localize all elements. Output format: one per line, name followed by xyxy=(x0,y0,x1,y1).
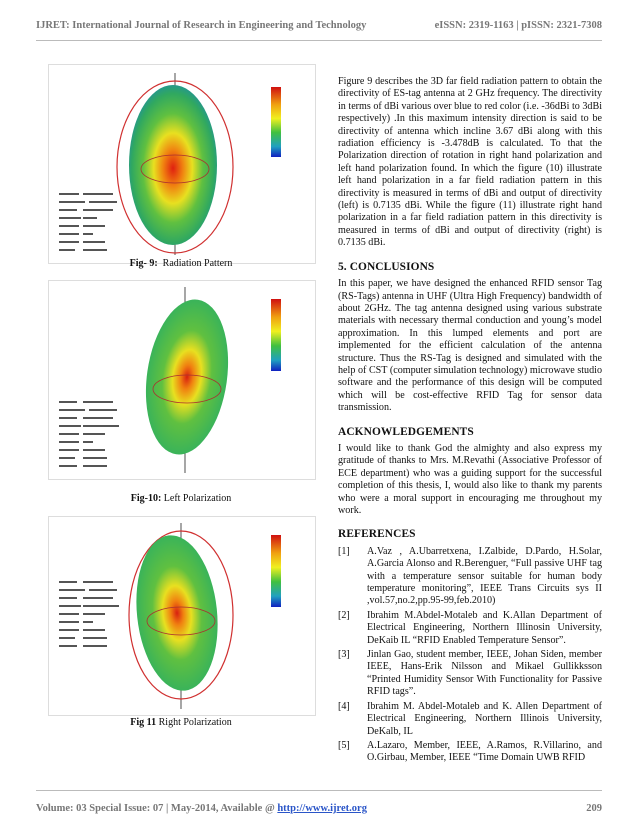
reference-text: A.Vaz , A.Ubarretxena, I.Zalbide, D.Pardo, H.Solar, A.Garcia Alonso and R.Berenguer, “Full passive UHF tag with a temperature sensor suitable for human body temperature monitoring”, IEEE Trans Circuits sys II ,vol.57,no.2,pp.95-99,feb.2010) xyxy=(367,545,602,607)
reference-item xyxy=(338,546,602,608)
page-number: 209 xyxy=(586,803,602,814)
figure-11-caption xyxy=(48,717,314,728)
reference-number: [4] xyxy=(338,700,350,712)
reference-number: [5] xyxy=(338,739,350,751)
figure-10-caption xyxy=(48,493,314,504)
figure-caption-text: Right Polarization xyxy=(158,717,232,728)
issn: eISSN: 2319-1163 | pISSN: 2321-7308 xyxy=(434,20,602,31)
left-polarization-plot xyxy=(49,281,315,479)
reference-text: Ibrahim M. Abdel-Motaleb and K. Allen Department of Electrical Engineering, Northern Illinois University, DeKalb, IL xyxy=(367,700,602,737)
right-polarization-plot xyxy=(49,517,315,715)
figure-10-image xyxy=(48,280,316,480)
header-rule xyxy=(36,40,602,41)
footer-volume xyxy=(36,803,367,814)
reference-text: Ibrahim M.Abdel-Motaleb and K.Allan Department of Electrical Engineering, Northern Illinosin University, DeKaib IL “RFID Enabled Temperature Sensor”. xyxy=(367,609,602,646)
figure-9-caption xyxy=(48,258,314,269)
radiation-pattern-plot xyxy=(49,65,315,263)
footer-text: Volume: 03 Special Issue: 07 | May-2014, Available @ xyxy=(36,803,278,814)
reference-number: [2] xyxy=(338,609,350,621)
conclusions-heading: 5. CONCLUSIONS xyxy=(338,260,435,273)
reference-text: Jinlan Gao, student member, IEEE, Johan Siden, member IEEE, Hans-Erik Nilsson and Mikael Gullikksson “Printed Humidity Sensor With Functionality for Passive RFID tags”. xyxy=(367,649,602,698)
reference-number: [1] xyxy=(338,545,350,557)
right-column xyxy=(338,76,602,767)
reference-item xyxy=(338,610,602,647)
footer-rule xyxy=(36,790,602,791)
figure-caption-text: Left Polarization xyxy=(163,493,232,504)
figure-label: Fig 11 xyxy=(130,717,157,728)
figure-9-image xyxy=(48,64,316,264)
page-header xyxy=(36,20,602,36)
journal-link[interactable]: http://www.ijret.org xyxy=(277,803,367,814)
figure-caption-text: Radiation Pattern xyxy=(162,258,233,269)
references-list xyxy=(338,546,602,765)
reference-item xyxy=(338,701,602,738)
figure-label: Fig- 9: xyxy=(129,258,158,269)
reference-item xyxy=(338,740,602,765)
reference-text: A.Lazaro, Member, IEEE, A.Ramos, R.Villarino, and O.Girbau, Member, IEEE “Time Domain UWB RFID xyxy=(367,739,602,764)
reference-number: [3] xyxy=(338,649,350,661)
reference-item xyxy=(338,649,602,699)
figure-11-image xyxy=(48,516,316,716)
acknowledgements-heading: ACKNOWLEDGEMENTS xyxy=(338,425,474,438)
intro-paragraph: Figure 9 describes the 3D far field radiation pattern to obtain the directivity of ES-tag antenna at 2 GHz frequency. The directivity in terms of dBi various over blue to red color (i.e. -36dBi to 3dBi respectively) .In this maximum intensity direction is said to be directivity of antenna which incline 3.67 dBi along with this radiation efficiency is -3.478dB is calculated. To that the Polarization direction of rotation in right hand polarization and left hand polarization found. In which the figure (10) illustrate left hand polarization in a far field radiation pattern in this directivity is measured in terms of dBi and output of directivity (left) is 0.7135 dBi. While the figure (11) illustrate right hand polarization in a far field radiation pattern in this directivity is measured in terms of dBi and output of directivity (right) is 0.7135 dBi. xyxy=(338,76,602,249)
journal-title: IJRET: International Journal of Research in Engineering and Technology xyxy=(36,20,367,31)
conclusions-paragraph: In this paper, we have designed the enhanced RFID sensor Tag (RS-Tags) antenna in UHF (Ultra High Frequency) bandwidth of about 2GHz. The tag antenna designed using various substrate materials with necessary thermal conduction and young’s model approximation. In this lumped elements and port are implemented for the efficient calculation of the antenna structure. Thus the RS-Tag is designed and simulated with the help of CST (computer simulation technology) microwave studio software and the performance of this design will be computed which will be cost-effective RFID Tag for sensor data transmission. xyxy=(338,278,602,414)
figure-label: Fig-10: xyxy=(130,493,162,504)
acknowledgements-paragraph: I would like to thank God the almighty and also express my gratitude of thanks to Mrs. M.Revathi (Associative Professor of ECE department) who was a guiding support for the successful completion of this thesis, I, would also like to thank my parents who were a moral support in encouraging me throughout my work. xyxy=(338,442,602,516)
references-heading: REFERENCES xyxy=(338,528,416,541)
